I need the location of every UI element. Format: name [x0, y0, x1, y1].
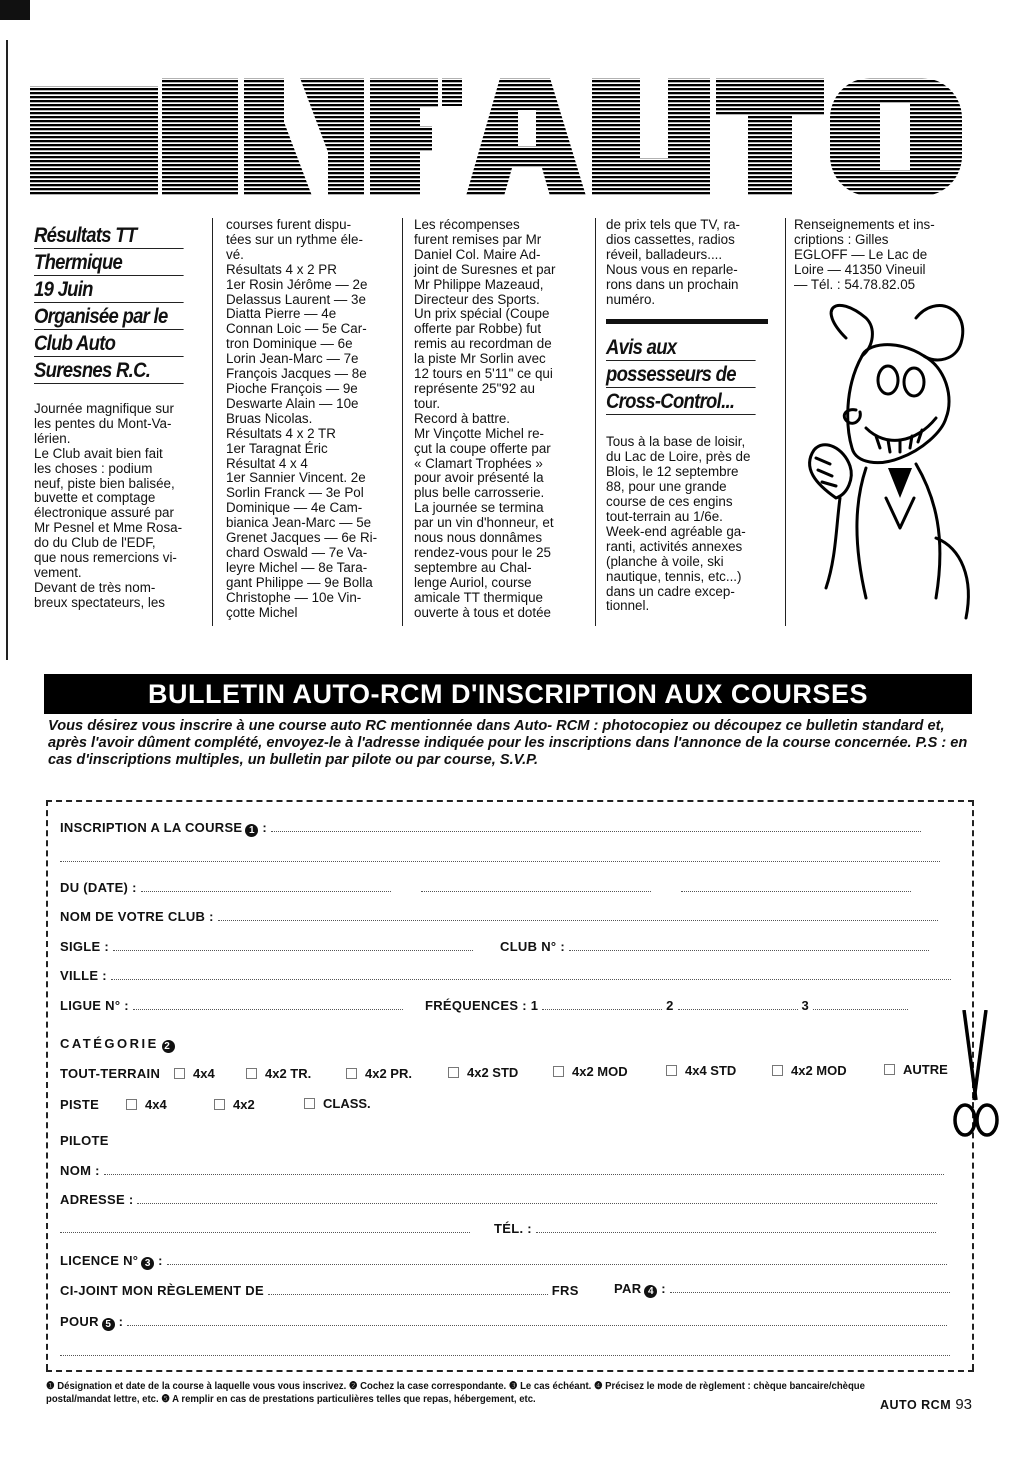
column-rule [785, 218, 786, 626]
checkbox-piste-4x2[interactable]: 4x2 [214, 1097, 255, 1112]
article-body: Journée magnifique sur les pentes du Mont-Va- lérien. Le Club avait bien fait les choses : podium neuf, piste bien balisée, buvette et comptage électronique assuré par Mr Pesnel et Mme Rosa- do du Club de l'EDF, que nous remercions vi- vement. Devant de très nom- breux spectateurs, les [34, 401, 183, 610]
page-number: 93 [955, 1396, 972, 1413]
checkbox-tt-autre[interactable]: AUTRE [884, 1062, 948, 1077]
field-adresse[interactable]: ADRESSE : [60, 1192, 937, 1207]
column-3: Les récompenses furent remises par Mr Daniel Col. Maire Ad- joint de Suresnes et par Mr Philippe Mazeaud, Directeur des Sports. Un prix spécial (Coupe offerte par Robbe) fut remis au recordman de la piste Mr Sorlin avec 12 tours en 5'11" ce qui représente 25"92 au tour. Record à battre. Mr Vinçotte Michel re- çut la coupe offerte par « Clamart Trophées » pour avoir présenté la plus belle carrosserie. La journée se termina par un vin d'honneur, et nous nous donnâmes rendez-vous pour le 25 septembre au Chal- lenge Auriol, course amicale TT thermique ouverte à tous et dotée [414, 217, 556, 620]
column-5: Renseignements et ins- criptions : Gilles EGLOFF — Le Lac de Loire — 41350 Vineuil — Tél. : 54.78.82.05 [794, 217, 935, 292]
field-sigle[interactable]: SIGLE : [60, 939, 473, 954]
column-4: de prix tels que TV, ra- dios cassettes, radios réveil, balladeurs.... Nous vous en reparle- rons dans un prochain numéro. Avis aux possesseurs de Cross-Control... Tous à la base de loisir, du Lac de Loire, près de Blois, le 12 septembre 88, pour une grande course de ces engins tout-terrain au 1/6e. Week-end agréable ga- ranti, activités annexes (planche à voile, ski nautique, tennis, etc...) dans un cadre excep- tionnel. [606, 218, 776, 614]
field-date[interactable]: DU (DATE) : [60, 880, 911, 895]
checkbox-tt-4x4-std[interactable]: 4x4 STD [666, 1063, 736, 1078]
form-frame-left [46, 800, 48, 1370]
category-heading: CATÉGORIE 2 [60, 1036, 175, 1053]
checkbox-tt-4x2-mod[interactable]: 4x2 MOD [553, 1064, 628, 1079]
field-reglement[interactable]: CI-JOINT MON RÈGLEMENT DE FRS [60, 1283, 579, 1298]
header-banner [30, 72, 970, 200]
checkbox-tt-4x2-tr[interactable]: 4x2 TR. [246, 1066, 311, 1081]
headline-tt-results: Résultats TT Thermique 19 Juin Organisée par le Club Auto Suresnes R.C. [34, 224, 184, 384]
footnotes: ❶ Désignation et date de la course à laquelle vous vous inscrivez. ❷ Cochez la case correspondante. ❸ Le cas échéant. ❹ Précisez le mode de règlement : chèque bancaire/chèque postal/mandat lettre, etc. ❺ A remplir en cas de prestations particulières telles que repas, hébergement, etc. [46, 1381, 865, 1405]
field-licence[interactable]: LICENCE N° 3 : [60, 1253, 947, 1270]
form-frame-top [46, 800, 974, 802]
field-nom[interactable]: NOM : [60, 1163, 944, 1178]
field-inscription[interactable]: INSCRIPTION A LA COURSE 1 : [60, 820, 921, 837]
field-tel[interactable]: TÉL. : [494, 1221, 936, 1236]
checkbox-tt-4x2-std[interactable]: 4x2 STD [448, 1065, 518, 1080]
checkbox-tt-4x2-mod-2[interactable]: 4x2 MOD [772, 1063, 847, 1078]
field-club-number[interactable]: CLUB N° : [500, 939, 929, 954]
column-rule [212, 218, 213, 626]
magazine-name: AUTO RCM [880, 1398, 952, 1412]
scissors-icon [950, 1010, 1000, 1140]
page-edge-mark [0, 0, 30, 20]
field-adresse-line2[interactable] [60, 1221, 470, 1236]
page-edge-line [0, 40, 8, 660]
headline-cross-control: Avis aux possesseurs de Cross-Control... [606, 336, 756, 415]
column-2: courses furent dispu- tées sur un rythme éle- vé. Résultats 4 x 2 PR 1er Rosin Jérôme — 2e Delassus Laurent — 3e Diatta Pierre — 4e Connan Loic — 5e Car- tron Dominique — 6e Lorin Jean-Marc — 7e François Jacques — 8e Pioche François — 9e Deswarte Alain — 10e Bruas Nicolas. Résultats 4 x 2 TR 1er Taragnat Éric Résultat 4 x 4 1er Sannier Vincent. 2e Sorlin Franck — 3e Pol Dominique — 4e Cam- bianica Jean-Marc — 5e Grenet Jacques — 6e Ri- chard Oswald — 7e Va- leyre Michel — 8e Tara- gant Philippe — 9e Bolla Christophe — 10e Vin- çotte Michel [226, 217, 378, 620]
mouse-mascot-illustration [796, 298, 976, 628]
article-body: Tous à la base de loisir, du Lac de Loire, près de Blois, le 12 septembre 88, pour une grande course de ces engins tout-terrain au 1/6e. Week-end agréable ga- ranti, activités annexes (planche à voile, ski nautique, tennis, etc...) dans un cadre excep- tionnel. [606, 434, 751, 614]
checkbox-piste-class[interactable]: CLASS. [304, 1096, 371, 1111]
field-frequencies[interactable]: FRÉQUENCES : 1 2 3 [425, 998, 908, 1013]
pilote-heading: PILOTE [60, 1133, 109, 1148]
column-1 [34, 218, 204, 611]
bulletin-intro: Vous désirez vous inscrire à une course auto RC mentionnée dans Auto- RCM : photocopiez ou découpez ce bulletin standard et, après l'avoir dûment complété, envoyez-le à l'adresse indiquée pour les inscriptions dans l'annonce de la course concernée. P.S : en cas d'inscriptions multiples, un bulletin par pilote ou par course, S.V.P. [48, 718, 968, 768]
page-footer [880, 1396, 972, 1413]
piste-label: PISTE [60, 1097, 100, 1112]
field-inscription-line2[interactable] [60, 850, 940, 865]
form-frame-bottom [46, 1370, 974, 1372]
bulletin-title: BULLETIN AUTO-RCM D'INSCRIPTION AUX COURSES [44, 674, 972, 714]
field-club-name[interactable]: NOM DE VOTRE CLUB : [60, 909, 938, 924]
tt-label: TOUT-TERRAIN [60, 1066, 161, 1081]
field-ville[interactable]: VILLE : [60, 968, 951, 983]
checkbox-tt-4x2-pr[interactable]: 4x2 PR. [346, 1066, 412, 1081]
column-rule [402, 218, 403, 626]
field-mode-paiement[interactable]: PAR 4 : [614, 1281, 950, 1298]
column-rule [595, 218, 596, 626]
field-pour[interactable]: POUR 5 : [60, 1314, 947, 1331]
field-ligue[interactable]: LIGUE N° : [60, 998, 403, 1013]
checkbox-tt-4x4[interactable]: 4x4 [174, 1066, 215, 1081]
field-pour-line2[interactable] [60, 1344, 950, 1359]
section-bar [606, 319, 768, 324]
checkbox-piste-4x4[interactable]: 4x4 [126, 1097, 167, 1112]
